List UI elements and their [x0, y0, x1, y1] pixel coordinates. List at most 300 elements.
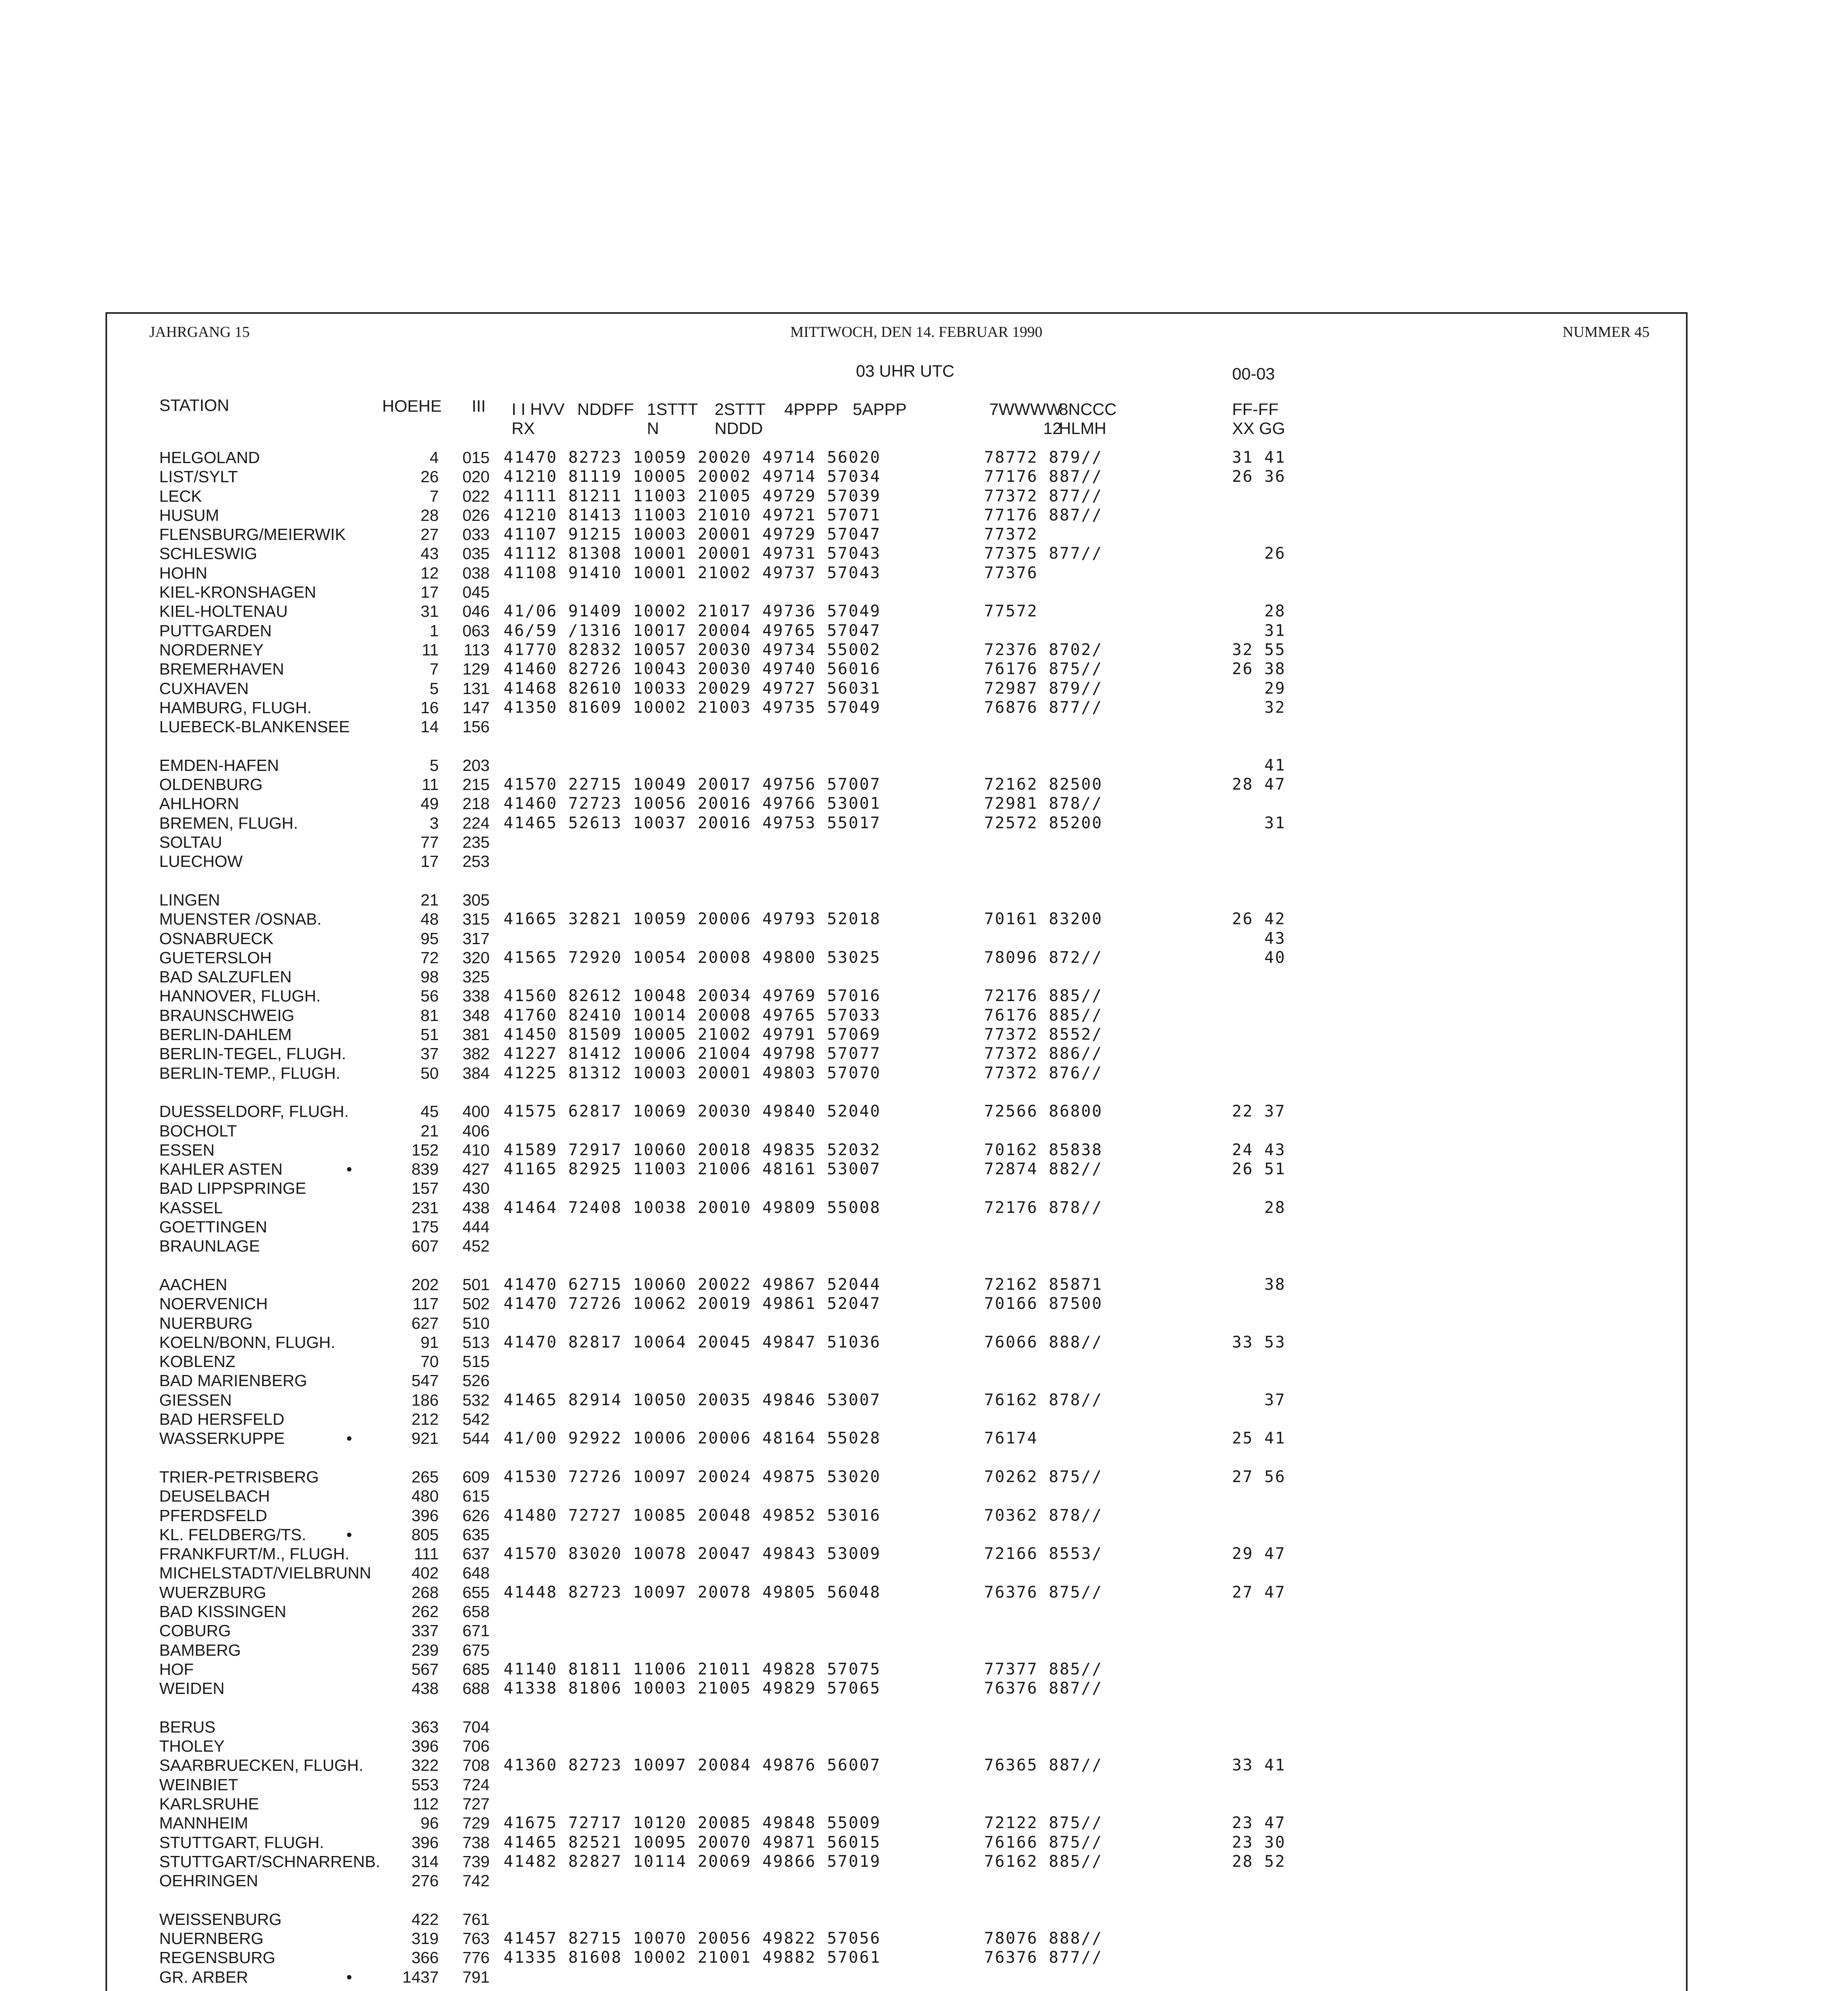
col-nddff-header: NDDFF — [577, 400, 634, 419]
synop-groups: 41165 82925 11003 21006 48161 53007 — [504, 1160, 881, 1178]
mountain-station-marker: • — [346, 1429, 352, 1447]
station-index: 315 — [462, 910, 490, 928]
gust-values: 37 — [1264, 1391, 1286, 1409]
synop-groups: 41470 72726 10062 20019 49861 52047 — [504, 1295, 881, 1313]
col-iihvv-header: I I HVV RX — [512, 400, 565, 438]
col-4pppp-header: 4PPPP — [784, 400, 838, 419]
weather-cloud-groups: 77372 876// — [984, 1064, 1103, 1082]
col-5appp-header: 5APPP — [853, 400, 907, 419]
station-name: BRAUNLAGE — [159, 1237, 260, 1255]
station-index: 218 — [462, 794, 490, 813]
weather-cloud-groups: 78096 872// — [984, 949, 1103, 967]
station-height: 26 — [420, 467, 439, 486]
station-name: NOERVENICH — [159, 1295, 268, 1313]
station-height: 81 — [420, 1006, 439, 1025]
station-index: 026 — [462, 506, 490, 524]
synop-groups: 41760 82410 10014 20008 49765 57033 — [504, 1006, 881, 1025]
station-height: 239 — [411, 1641, 439, 1659]
mountain-station-marker: • — [346, 1968, 352, 1986]
weather-cloud-groups: 72572 85200 — [984, 814, 1103, 832]
station-index: 444 — [462, 1218, 490, 1236]
weather-cloud-groups: 76176 875// — [984, 660, 1103, 678]
gust-values: 31 41 — [1232, 448, 1286, 467]
station-index: 063 — [462, 622, 490, 640]
station-index: 427 — [462, 1160, 490, 1178]
col-ffff-header: FF-FF XX GG — [1232, 400, 1285, 438]
station-height: 319 — [411, 1929, 439, 1948]
gust-values: 33 53 — [1232, 1333, 1286, 1351]
gust-values: 28 47 — [1232, 775, 1286, 794]
station-index: 655 — [462, 1583, 490, 1602]
station-name: BAD KISSINGEN — [159, 1602, 286, 1621]
station-height: 1437 — [402, 1968, 439, 1986]
date-label: MITTWOCH, DEN 14. FEBRUAR 1990 — [790, 324, 1043, 340]
station-height: 553 — [411, 1776, 439, 1794]
station-index: 325 — [462, 968, 490, 986]
station-index: 452 — [462, 1237, 490, 1255]
station-name: KIEL-HOLTENAU — [159, 602, 288, 620]
station-height: 112 — [412, 1795, 439, 1813]
gust-values: 33 41 — [1232, 1756, 1286, 1774]
station-height: 4 — [430, 448, 439, 467]
synop-groups: 41468 82610 10033 20029 49727 56031 — [504, 679, 881, 698]
station-index: 020 — [462, 467, 490, 486]
station-height: 627 — [411, 1314, 439, 1332]
station-name: ESSEN — [159, 1141, 215, 1159]
observation-time: 03 UHR UTC — [856, 362, 955, 380]
station-height: 95 — [420, 929, 439, 948]
station-name: DUESSELDORF, FLUGH. — [159, 1102, 349, 1121]
station-height: 175 — [411, 1218, 439, 1236]
station-index: 510 — [462, 1314, 490, 1332]
station-name: HOF — [159, 1660, 194, 1678]
weather-cloud-groups: 77372 — [984, 525, 1038, 544]
station-name: WASSERKUPPE — [159, 1429, 285, 1447]
gust-values: 23 47 — [1232, 1814, 1286, 1832]
weather-cloud-groups: 72162 85871 — [984, 1275, 1103, 1294]
station-name: GR. ARBER — [159, 1968, 248, 1986]
station-index: 513 — [462, 1333, 490, 1351]
station-index: 015 — [462, 448, 490, 467]
station-name: GOETTINGEN — [159, 1218, 268, 1236]
weather-cloud-groups: 76376 877// — [984, 1948, 1103, 1967]
station-height: 314 — [411, 1852, 439, 1871]
station-name: WEINBIET — [159, 1776, 238, 1794]
station-height: 186 — [411, 1391, 439, 1409]
station-height: 16 — [420, 698, 439, 717]
station-index: 729 — [462, 1814, 490, 1832]
station-name: OEHRINGEN — [159, 1872, 258, 1890]
station-index: 317 — [462, 929, 490, 948]
station-index: 763 — [462, 1929, 490, 1948]
synop-groups: 41482 82827 10114 20069 49866 57019 — [504, 1852, 881, 1871]
station-height: 396 — [411, 1737, 439, 1755]
weather-cloud-groups: 72376 8702/ — [984, 641, 1103, 659]
synop-groups: 41575 62817 10069 20030 49840 52040 — [504, 1102, 881, 1121]
report-frame — [105, 312, 1688, 1991]
station-name: CUXHAVEN — [159, 679, 249, 698]
station-height: 337 — [411, 1621, 439, 1640]
station-name: KL. FELDBERG/TS. — [159, 1526, 307, 1544]
station-index: 637 — [462, 1545, 490, 1563]
station-height: 402 — [411, 1564, 439, 1582]
station-height: 5 — [430, 756, 439, 774]
index-header: III — [472, 397, 486, 415]
station-height: 48 — [420, 910, 439, 928]
weather-cloud-groups: 77372 877// — [984, 487, 1103, 505]
station-name: LINGEN — [159, 891, 220, 909]
station-header: STATION — [159, 396, 229, 415]
station-name: BREMERHAVEN — [159, 660, 284, 678]
gust-values: 31 — [1264, 622, 1286, 640]
station-height: 262 — [411, 1602, 439, 1621]
station-name: HAMBURG, FLUGH. — [159, 698, 312, 717]
station-height: 567 — [411, 1660, 439, 1678]
weather-cloud-groups: 77176 887// — [984, 506, 1103, 524]
station-index: 410 — [462, 1141, 490, 1159]
station-name: HUSUM — [159, 506, 219, 524]
station-height: 11 — [422, 775, 439, 794]
station-name: KOBLENZ — [159, 1352, 236, 1371]
station-height: 5 — [430, 679, 439, 698]
weather-cloud-groups: 76176 885// — [984, 1006, 1103, 1025]
station-name: EMDEN-HAFEN — [159, 756, 279, 774]
station-name: SAARBRUECKEN, FLUGH. — [159, 1756, 363, 1774]
station-name: LIST/SYLT — [159, 467, 238, 486]
weather-cloud-groups: 72166 8553/ — [984, 1545, 1103, 1563]
gust-values: 27 56 — [1232, 1468, 1286, 1486]
station-name: BREMEN, FLUGH. — [159, 814, 298, 832]
weather-cloud-groups: 78076 888// — [984, 1929, 1103, 1948]
station-index: 615 — [462, 1487, 490, 1505]
station-height: 921 — [411, 1429, 439, 1447]
station-index: 033 — [462, 525, 490, 544]
synop-groups: 41350 81609 10002 21003 49735 57049 — [504, 698, 881, 717]
station-name: DEUSELBACH — [159, 1487, 270, 1505]
station-height: 268 — [411, 1583, 439, 1602]
weather-cloud-groups: 77572 — [984, 602, 1038, 620]
gust-values: 26 36 — [1232, 467, 1286, 486]
station-index: 544 — [462, 1429, 490, 1447]
synop-groups: 41111 81211 11003 21005 49729 57039 — [504, 487, 881, 505]
station-height: 28 — [420, 506, 439, 524]
gust-values: 41 — [1264, 756, 1286, 774]
gust-values: 26 42 — [1232, 910, 1286, 928]
station-height: 265 — [411, 1468, 439, 1486]
gust-values: 23 30 — [1232, 1833, 1286, 1852]
synop-groups: 41770 82832 10057 20030 49734 55002 — [504, 641, 881, 659]
weather-cloud-groups: 77372 886// — [984, 1044, 1103, 1063]
station-height: 91 — [420, 1333, 439, 1351]
station-height: 363 — [411, 1718, 439, 1736]
gust-values: 32 55 — [1232, 641, 1286, 659]
weather-cloud-groups: 76166 875// — [984, 1833, 1103, 1852]
station-height: 27 — [420, 525, 439, 544]
weather-cloud-groups: 72162 82500 — [984, 775, 1103, 794]
station-name: FLENSBURG/MEIERWIK — [159, 525, 346, 544]
station-index: 542 — [462, 1410, 490, 1428]
station-name: GUETERSLOH — [159, 949, 272, 967]
period-label: 00-03 — [1232, 364, 1275, 383]
station-name: TRIER-PETRISBERG — [159, 1468, 319, 1486]
station-index: 761 — [462, 1910, 490, 1928]
weather-cloud-groups: 70362 878// — [984, 1506, 1103, 1525]
station-name: KOELN/BONN, FLUGH. — [159, 1333, 335, 1351]
station-index: 626 — [462, 1506, 490, 1525]
station-name: OLDENBURG — [159, 775, 263, 794]
synop-groups: 41108 91410 10001 21002 49737 57043 — [504, 564, 881, 582]
weather-cloud-groups: 72987 879// — [984, 679, 1103, 698]
station-index: 739 — [462, 1852, 490, 1871]
weather-cloud-groups: 76162 885// — [984, 1852, 1103, 1871]
weather-cloud-groups: 77176 887// — [984, 467, 1103, 486]
station-height: 43 — [420, 544, 439, 563]
station-index: 648 — [462, 1564, 490, 1582]
station-index: 675 — [462, 1641, 490, 1659]
station-name: STUTTGART, FLUGH. — [159, 1833, 324, 1852]
station-index: 035 — [462, 544, 490, 563]
station-name: COBURG — [159, 1621, 231, 1640]
station-height: 37 — [420, 1044, 439, 1063]
weather-cloud-groups: 72874 882// — [984, 1160, 1103, 1178]
station-index: 532 — [462, 1391, 490, 1409]
station-index: 438 — [462, 1199, 490, 1217]
station-index: 635 — [462, 1526, 490, 1544]
station-name: NUERNBERG — [159, 1929, 264, 1948]
synop-groups: 41470 82817 10064 20045 49847 51036 — [504, 1333, 881, 1351]
station-index: 502 — [462, 1295, 490, 1313]
synop-groups: 41465 82521 10095 20070 49871 56015 — [504, 1833, 881, 1852]
station-name: AHLHORN — [159, 794, 239, 813]
station-height: 21 — [420, 891, 439, 909]
station-index: 384 — [462, 1064, 490, 1082]
synop-groups: 41225 81312 10003 20001 49803 57070 — [504, 1064, 881, 1082]
gust-values: 28 — [1264, 602, 1286, 620]
weather-cloud-groups: 78772 879// — [984, 448, 1103, 467]
station-name: AACHEN — [159, 1275, 227, 1294]
station-index: 224 — [462, 814, 490, 832]
synop-groups: 41480 72727 10085 20048 49852 53016 — [504, 1506, 881, 1525]
station-index: 526 — [462, 1371, 490, 1390]
weather-cloud-groups: 77372 8552/ — [984, 1025, 1103, 1044]
station-name: BAD LIPPSPRINGE — [159, 1179, 307, 1197]
col-8nccc-header: 8NCCC HLMH — [1059, 400, 1117, 438]
station-name: WEISSENBURG — [159, 1910, 282, 1928]
weather-cloud-groups: 72122 875// — [984, 1814, 1103, 1832]
station-index: 791 — [462, 1968, 490, 1986]
synop-groups: 41570 22715 10049 20017 49756 57007 — [504, 775, 881, 794]
synop-groups: 41530 72726 10097 20024 49875 53020 — [504, 1468, 881, 1486]
station-height: 202 — [411, 1275, 439, 1294]
station-height: 396 — [411, 1833, 439, 1852]
weather-cloud-groups: 77376 — [984, 564, 1038, 582]
station-index: 742 — [462, 1872, 490, 1890]
gust-values: 28 — [1264, 1199, 1286, 1217]
station-name: BERLIN-DAHLEM — [159, 1025, 292, 1044]
station-index: 046 — [462, 602, 490, 620]
synop-groups: 41/06 91409 10002 21017 49736 57049 — [504, 602, 881, 620]
weather-cloud-groups: 77377 885// — [984, 1660, 1103, 1678]
station-height: 17 — [420, 852, 439, 870]
weather-cloud-groups: 70262 875// — [984, 1468, 1103, 1486]
weather-cloud-groups: 70162 85838 — [984, 1141, 1103, 1159]
gust-values: 40 — [1264, 949, 1286, 967]
station-height: 276 — [411, 1872, 439, 1890]
station-name: WEIDEN — [159, 1679, 225, 1698]
station-name: MUENSTER /OSNAB. — [159, 910, 322, 928]
mountain-station-marker: • — [346, 1526, 352, 1544]
station-name: NUERBURG — [159, 1314, 253, 1332]
station-index: 685 — [462, 1660, 490, 1678]
weather-cloud-groups: 72176 885// — [984, 987, 1103, 1005]
weather-cloud-groups: 76876 877// — [984, 698, 1103, 717]
gust-values: 27 47 — [1232, 1583, 1286, 1602]
station-height: 396 — [411, 1506, 439, 1525]
synop-groups: 41560 82612 10048 20034 49769 57016 — [504, 987, 881, 1005]
station-height: 157 — [411, 1179, 439, 1197]
height-header: HOEHE — [382, 397, 442, 415]
station-height: 1 — [430, 622, 439, 640]
station-index: 706 — [462, 1737, 490, 1755]
synop-groups: 41335 81608 10002 21001 49882 57061 — [504, 1948, 881, 1967]
station-name: BERLIN-TEGEL, FLUGH. — [159, 1044, 346, 1063]
station-height: 547 — [411, 1371, 439, 1390]
station-index: 022 — [462, 487, 490, 505]
synop-groups: 41465 82914 10050 20035 49846 53007 — [504, 1391, 881, 1409]
station-name: STUTTGART/SCHNARRENB. — [159, 1852, 381, 1871]
gust-values: 26 38 — [1232, 660, 1286, 678]
synop-groups: 41448 82723 10097 20078 49805 56048 — [504, 1583, 881, 1602]
station-height: 152 — [411, 1141, 439, 1159]
synop-groups: 41470 62715 10060 20022 49867 52044 — [504, 1275, 881, 1294]
station-index: 045 — [462, 583, 490, 601]
synop-groups: 41460 72723 10056 20016 49766 53001 — [504, 794, 881, 813]
station-name: KARLSRUHE — [159, 1795, 259, 1813]
station-name: KAHLER ASTEN — [159, 1160, 283, 1178]
station-index: 406 — [462, 1122, 490, 1140]
synop-groups: 41140 81811 11006 21011 49828 57075 — [504, 1660, 881, 1678]
station-name: WUERZBURG — [159, 1583, 266, 1602]
station-height: 212 — [411, 1410, 439, 1428]
synop-groups: 41210 81413 11003 21010 49721 57071 — [504, 506, 881, 524]
col-1sttt-header: 1STTT N — [647, 400, 698, 438]
station-height: 7 — [430, 487, 439, 505]
synop-groups: 41464 72408 10038 20010 49809 55008 — [504, 1199, 881, 1217]
station-height: 96 — [420, 1814, 439, 1832]
station-name: OSNABRUECK — [159, 929, 274, 948]
station-name: HOHN — [159, 564, 207, 582]
synop-groups: 41338 81806 10003 21005 49829 57065 — [504, 1679, 881, 1698]
synop-groups: 41227 81412 10006 21004 49798 57077 — [504, 1044, 881, 1063]
gust-values: 29 47 — [1232, 1545, 1286, 1563]
station-index: 609 — [462, 1468, 490, 1486]
station-index: 131 — [462, 679, 490, 698]
station-name: BAMBERG — [159, 1641, 241, 1659]
weather-cloud-groups: 72981 878// — [984, 794, 1103, 813]
station-height: 45 — [420, 1102, 439, 1121]
station-height: 70 — [420, 1352, 439, 1371]
station-index: 658 — [462, 1602, 490, 1621]
gust-values: 29 — [1264, 679, 1286, 698]
gust-values: 31 — [1264, 814, 1286, 832]
station-index: 704 — [462, 1718, 490, 1736]
weather-cloud-groups: 76162 878// — [984, 1391, 1103, 1409]
station-height: 839 — [411, 1160, 439, 1178]
station-index: 253 — [462, 852, 490, 870]
station-index: 203 — [462, 756, 490, 774]
synop-groups: 41107 91215 10003 20001 49729 57047 — [504, 525, 881, 544]
station-height: 111 — [414, 1545, 439, 1563]
synop-groups: 41112 81308 10001 20001 49731 57043 — [504, 544, 881, 563]
station-index: 688 — [462, 1679, 490, 1698]
station-index: 501 — [462, 1275, 490, 1294]
station-height: 366 — [411, 1948, 439, 1967]
station-index: 235 — [462, 833, 490, 851]
station-height: 21 — [420, 1122, 439, 1140]
station-height: 7 — [430, 660, 439, 678]
volume-label: JAHRGANG 15 — [149, 324, 250, 340]
synop-groups: 41360 82723 10097 20084 49876 56007 — [504, 1756, 881, 1774]
station-name: BAD SALZUFLEN — [159, 968, 292, 986]
station-height: 98 — [420, 968, 439, 986]
station-name: BRAUNSCHWEIG — [159, 1006, 295, 1025]
station-name: BOCHOLT — [159, 1122, 237, 1140]
station-index: 129 — [462, 660, 490, 678]
station-index: 038 — [462, 564, 490, 582]
issue-number: NUMMER 45 — [1563, 324, 1650, 340]
station-index: 515 — [462, 1352, 490, 1371]
station-index: 430 — [462, 1179, 490, 1197]
synop-groups: 41589 72917 10060 20018 49835 52032 — [504, 1141, 881, 1159]
station-name: BAD HERSFELD — [159, 1410, 285, 1428]
station-name: PUTTGARDEN — [159, 622, 272, 640]
station-name: PFERDSFELD — [159, 1506, 268, 1525]
gust-values: 26 — [1264, 544, 1286, 563]
station-height: 231 — [411, 1199, 439, 1217]
weather-cloud-groups: 76174 — [984, 1429, 1038, 1447]
synop-groups: 41465 52613 10037 20016 49753 55017 — [504, 814, 881, 832]
station-index: 147 — [462, 698, 490, 717]
station-name: LUEBECK-BLANKENSEE — [159, 718, 350, 736]
synop-groups: 41457 82715 10070 20056 49822 57056 — [504, 1929, 881, 1948]
station-index: 400 — [462, 1102, 490, 1121]
gust-values: 25 41 — [1232, 1429, 1286, 1447]
station-name: HANNOVER, FLUGH. — [159, 987, 321, 1005]
station-name: FRANKFURT/M., FLUGH. — [159, 1545, 350, 1563]
station-height: 117 — [412, 1295, 439, 1313]
station-index: 113 — [463, 641, 490, 659]
station-height: 322 — [411, 1756, 439, 1774]
station-height: 11 — [422, 641, 439, 659]
station-height: 72 — [420, 949, 439, 967]
station-height: 31 — [420, 602, 439, 620]
station-name: BERLIN-TEMP., FLUGH. — [159, 1064, 340, 1082]
station-index: 708 — [462, 1756, 490, 1774]
gust-values: 43 — [1264, 929, 1286, 948]
synop-groups: 41565 72920 10054 20008 49800 53025 — [504, 949, 881, 967]
station-height: 422 — [411, 1910, 439, 1928]
station-index: 381 — [462, 1025, 490, 1044]
weather-cloud-groups: 70161 83200 — [984, 910, 1103, 928]
station-height: 607 — [411, 1237, 439, 1255]
synop-groups: 41460 82726 10043 20030 49740 56016 — [504, 660, 881, 678]
station-index: 215 — [462, 775, 490, 794]
station-height: 3 — [430, 814, 439, 832]
station-name: REGENSBURG — [159, 1948, 275, 1967]
station-height: 77 — [420, 833, 439, 851]
synop-groups: 41570 83020 10078 20047 49843 53009 — [504, 1545, 881, 1563]
station-name: LECK — [159, 487, 202, 505]
